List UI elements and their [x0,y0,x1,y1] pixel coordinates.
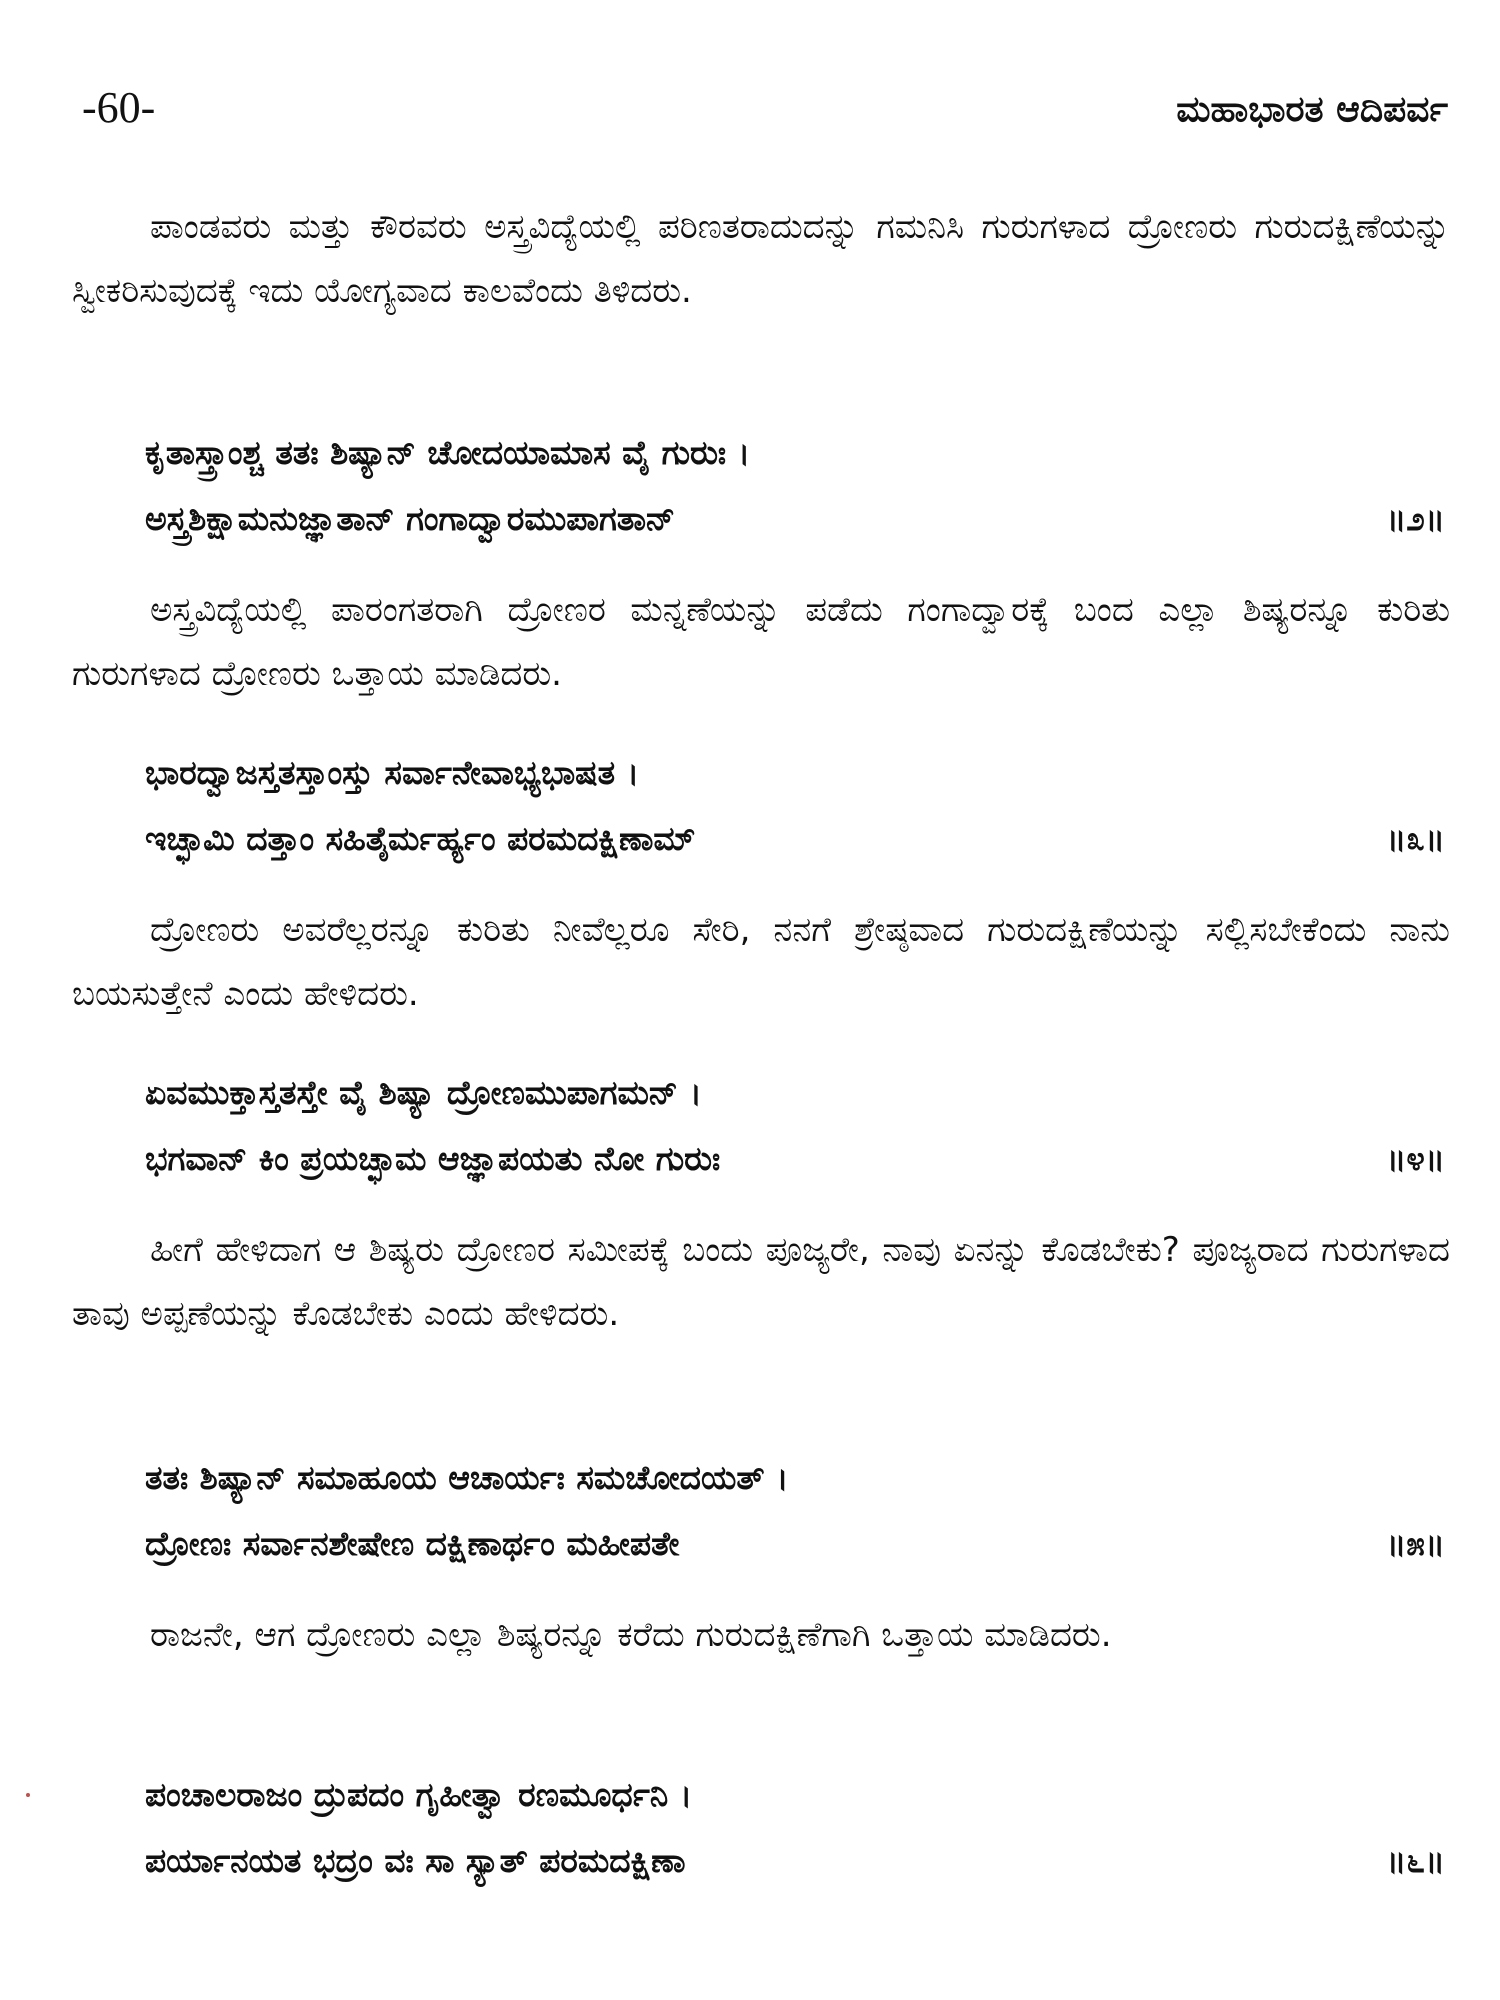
verse-line: ಭಾರದ್ವಾಜಸ್ತತಸ್ತಾಂಸ್ತು ಸರ್ವಾನೇವಾಭ್ಯಭಾಷತ । [145,753,640,792]
verse-line-with-number [145,1511,1445,1577]
verse-number: ॥೪॥ [1386,1139,1445,1178]
verse-block [145,1445,1445,1577]
verse-line: ಕೃತಾಸ್ತ್ರಾಂಶ್ಚ ತತಃ ಶಿಷ್ಯಾನ್ ಚೋದಯಾಮಾಸ ವೈ ಗುರುಃ । [145,433,751,472]
verse-line: ಏವಮುಕ್ತಾಸ್ತತಸ್ತೇ ವೈ ಶಿಷ್ಯಾ ದ್ರೋಣಮುಪಾಗಮನ್ । [145,1073,702,1112]
verse-line: ಇಚ್ಛಾಮಿ ದತ್ತಾಂ ಸಹಿತೈರ್ಮರ್ಹ್ಯಂ ಪರಮದಕ್ಷಿಣಾಮ್ [145,819,696,858]
prose-paragraph: ಪಾಂಡವರು ಮತ್ತು ಕೌರವರು ಅಸ್ತ್ರವಿದ್ಯೆಯಲ್ಲಿ ಪರಿಣತರಾದುದನ್ನು ಗಮನಿಸಿ ಗುರುಗಳಾದ ದ್ರೋಣರು ಗುರುದಕ್ಷಿಣೆಯನ್ನು ಸ್ವೀಕರಿಸುವುದಕ್ಕೆ ಇದು ಯೋಗ್ಯವಾದ ಕಾಲವೆಂದು ತಿಳಿದರು. [72,207,1450,311]
verse-line: ದ್ರೋಣಃ ಸರ್ವಾನಶೇಷೇಣ ದಕ್ಷಿಣಾರ್ಥಂ ಮಹೀಪತೇ [145,1524,680,1563]
verse-line-with-number [145,806,1445,872]
verse-block [145,1060,1445,1192]
verse-block [145,740,1445,872]
verse-line: ಅಸ್ತ್ರಶಿಕ್ಷಾಮನುಜ್ಞಾತಾನ್ ಗಂಗಾದ್ವಾರಮುಪಾಗತಾನ್ [145,499,676,538]
verse-block [145,420,1445,552]
verse-line: ತತಃ ಶಿಷ್ಯಾನ್ ಸಮಾಹೂಯ ಆಚಾರ್ಯಃ ಸಮಚೋದಯತ್ । [145,1458,789,1497]
verse-line: ಭಗವಾನ್ ಕಿಂ ಪ್ರಯಚ್ಛಾಮ ಆಜ್ಞಾಪಯತು ನೋ ಗುರುಃ [145,1139,721,1178]
verse-line-with-number [145,486,1445,552]
verse-number: ॥೬॥ [1386,1841,1445,1880]
prose-paragraph: ರಾಜನೇ, ಆಗ ದ್ರೋಣರು ಎಲ್ಲಾ ಶಿಷ್ಯರನ್ನೂ ಕರೆದು ಗುರುದಕ್ಷಿಣೆಗಾಗಿ ಒತ್ತಾಯ ಮಾಡಿದರು. [150,1615,1112,1655]
verse-line: ಪರ್ಯಾನಯತ ಭದ್ರಂ ವಃ ಸಾ ಸ್ಯಾತ್ ಪರಮದಕ್ಷಿಣಾ [145,1841,686,1880]
verse-number: ॥೩॥ [1386,819,1445,858]
verse-number: ॥೫॥ [1386,1524,1445,1563]
verse-block [145,1762,1445,1894]
verse-number: ॥೨॥ [1386,499,1445,538]
prose-paragraph: ದ್ರೋಣರು ಅವರೆಲ್ಲರನ್ನೂ ಕುರಿತು ನೀವೆಲ್ಲರೂ ಸೇರಿ, ನನಗೆ ಶ್ರೇಷ್ಠವಾದ ಗುರುದಕ್ಷಿಣೆಯನ್ನು ಸಲ್ಲಿಸಬೇಕೆಂದು ನಾನು ಬಯಸುತ್ತೇನೆ ಎಂದು ಹೇಳಿದರು. [72,910,1450,1014]
verse-line-with-number [145,1126,1445,1192]
scan-speck [26,1793,30,1797]
running-title: ಮಹಾಭಾರತ ಆದಿಪರ್ವ [1176,89,1448,130]
verse-line: ಪಂಚಾಲರಾಜಂ ದ್ರುಪದಂ ಗೃಹೀತ್ವಾ ರಣಮೂರ್ಧನಿ । [145,1775,693,1814]
prose-paragraph: ಹೀಗೆ ಹೇಳಿದಾಗ ಆ ಶಿಷ್ಯರು ದ್ರೋಣರ ಸಮೀಪಕ್ಕೆ ಬಂದು ಪೂಜ್ಯರೇ, ನಾವು ಏನನ್ನು ಕೊಡಬೇಕು? ಪೂಜ್ಯರಾದ ಗುರುಗಳಾದ ತಾವು ಅಪ್ಪಣೆಯನ್ನು ಕೊಡಬೇಕು ಎಂದು ಹೇಳಿದರು. [72,1230,1450,1334]
verse-line-with-number [145,1828,1445,1894]
page-number: -60- [82,83,156,132]
prose-paragraph: ಅಸ್ತ್ರವಿದ್ಯೆಯಲ್ಲಿ ಪಾರಂಗತರಾಗಿ ದ್ರೋಣರ ಮನ್ನಣೆಯನ್ನು ಪಡೆದು ಗಂಗಾದ್ವಾರಕ್ಕೆ ಬಂದ ಎಲ್ಲಾ ಶಿಷ್ಯರನ್ನೂ ಕುರಿತು ಗುರುಗಳಾದ ದ್ರೋಣರು ಒತ್ತಾಯ ಮಾಡಿದರು. [72,590,1450,694]
